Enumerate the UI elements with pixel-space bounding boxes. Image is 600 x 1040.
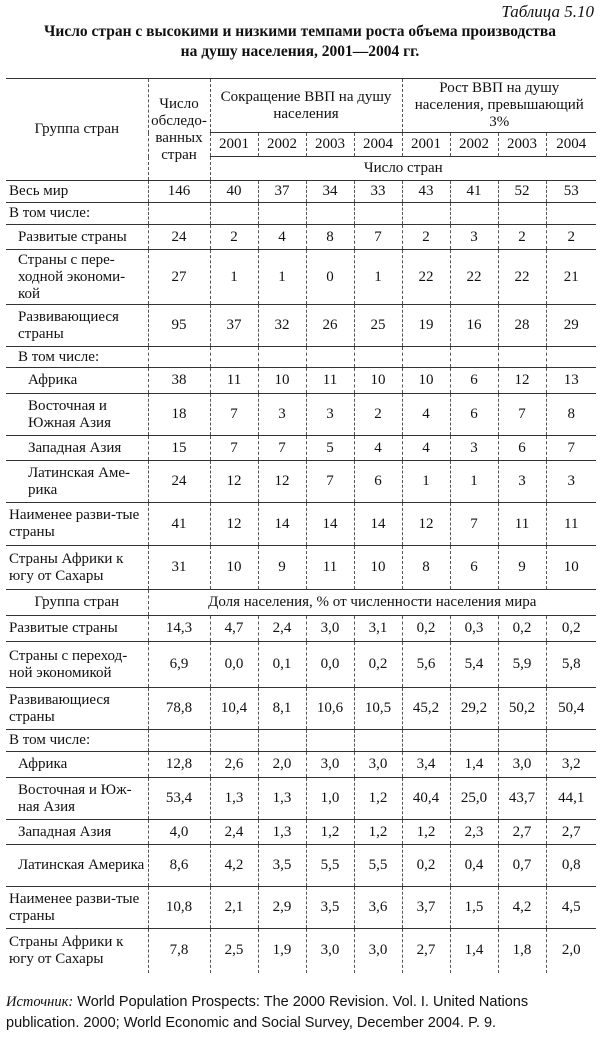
cell-value: 3,5 — [258, 845, 306, 887]
row-label: Страны с переход-ной экономикой — [6, 642, 148, 688]
cell-value: 0,4 — [450, 845, 498, 887]
cell-value: 3,7 — [402, 887, 450, 929]
cell-value: 14 — [354, 503, 402, 546]
cell-value: 0,0 — [210, 642, 258, 688]
row-label: Западная Азия — [6, 436, 148, 461]
cell-surveyed: 146 — [148, 181, 210, 203]
cell-value: 12 — [210, 503, 258, 546]
row-label: Развитые страны — [6, 616, 148, 642]
cell-value: 11 — [546, 503, 596, 546]
cell-value: 12 — [402, 503, 450, 546]
cell-value: 7 — [210, 394, 258, 436]
row-label: Африка — [6, 368, 148, 394]
cell-value: 3 — [450, 225, 498, 250]
cell-value: 33 — [354, 181, 402, 203]
table-title — [0, 22, 600, 62]
cell-value: 5 — [306, 436, 354, 461]
cell-value: 3,4 — [402, 752, 450, 778]
cell-value — [450, 347, 498, 368]
cell-value: 1,8 — [498, 929, 546, 973]
cell-value: 28 — [498, 305, 546, 347]
cell-value: 2,7 — [402, 929, 450, 973]
cell-surveyed: 14,3 — [148, 616, 210, 642]
table-row — [6, 250, 596, 305]
cell-value: 25,0 — [450, 778, 498, 820]
cell-value: 2 — [546, 225, 596, 250]
cell-value: 1,0 — [306, 778, 354, 820]
cell-value: 2,1 — [210, 887, 258, 929]
share-header-row — [6, 590, 596, 616]
cell-value: 2,7 — [498, 820, 546, 845]
year-header: 2003 — [306, 133, 354, 157]
cell-value — [354, 347, 402, 368]
cell-surveyed: 31 — [148, 546, 210, 590]
row-label: Латинская Америка — [6, 845, 148, 887]
cell-value — [210, 730, 258, 752]
cell-value: 3,0 — [354, 752, 402, 778]
title-line-2: на душу населения, 2001—2004 гг. — [180, 43, 420, 60]
cell-value: 3,0 — [306, 929, 354, 973]
cell-value: 1,2 — [402, 820, 450, 845]
cell-value: 7 — [354, 225, 402, 250]
cell-value: 3 — [450, 436, 498, 461]
cell-value: 6 — [450, 546, 498, 590]
cell-value: 4 — [402, 394, 450, 436]
cell-value — [498, 730, 546, 752]
cell-value: 3,0 — [306, 616, 354, 642]
cell-value — [210, 203, 258, 225]
cell-value: 10 — [546, 546, 596, 590]
cell-value: 2,3 — [450, 820, 498, 845]
cell-value: 11 — [306, 368, 354, 394]
row-label: Наименее разви-тые страны — [6, 503, 148, 546]
cell-value — [258, 730, 306, 752]
row-label: Весь мир — [6, 181, 148, 203]
cell-value: 0,2 — [402, 616, 450, 642]
cell-value: 3,0 — [306, 752, 354, 778]
cell-value: 0,2 — [498, 616, 546, 642]
data-table — [6, 78, 596, 973]
cell-value: 19 — [402, 305, 450, 347]
row-label: Развитые страны — [6, 225, 148, 250]
cell-value: 2,5 — [210, 929, 258, 973]
year-header: 2003 — [498, 133, 546, 157]
table-row — [6, 368, 596, 394]
cell-value: 1,3 — [210, 778, 258, 820]
cell-value: 34 — [306, 181, 354, 203]
cell-value: 5,4 — [450, 642, 498, 688]
cell-value: 10 — [354, 546, 402, 590]
cell-value: 5,8 — [546, 642, 596, 688]
cell-value: 2 — [210, 225, 258, 250]
table-row — [6, 929, 596, 973]
cell-value: 22 — [498, 250, 546, 305]
cell-value: 7 — [546, 436, 596, 461]
cell-value: 0,8 — [546, 845, 596, 887]
table-row — [6, 778, 596, 820]
cell-value: 0,2 — [546, 616, 596, 642]
cell-surveyed: 10,8 — [148, 887, 210, 929]
cell-value: 25 — [354, 305, 402, 347]
table-row — [6, 845, 596, 887]
cell-value: 1 — [450, 461, 498, 503]
cell-value: 37 — [210, 305, 258, 347]
cell-value: 10,6 — [306, 688, 354, 730]
cell-value: 11 — [498, 503, 546, 546]
cell-value: 2,9 — [258, 887, 306, 929]
cell-value: 45,2 — [402, 688, 450, 730]
row-label: Восточная и Юж-ная Азия — [6, 778, 148, 820]
cell-value: 1,3 — [258, 778, 306, 820]
cell-value: 3,5 — [306, 887, 354, 929]
cell-value: 12 — [210, 461, 258, 503]
cell-value — [546, 203, 596, 225]
cell-value: 29 — [546, 305, 596, 347]
cell-surveyed: 24 — [148, 461, 210, 503]
cell-value: 14 — [258, 503, 306, 546]
header-decline: Сокращение ВВП на душу населения — [210, 79, 402, 133]
cell-value: 1 — [402, 461, 450, 503]
cell-value: 0,2 — [402, 845, 450, 887]
cell-value — [402, 203, 450, 225]
row-label: В том числе: — [6, 203, 148, 225]
cell-value: 1,2 — [354, 820, 402, 845]
cell-value: 2 — [354, 394, 402, 436]
cell-value: 8 — [306, 225, 354, 250]
cell-value: 37 — [258, 181, 306, 203]
cell-value: 21 — [546, 250, 596, 305]
cell-value — [498, 203, 546, 225]
cell-value: 43 — [402, 181, 450, 203]
year-header: 2004 — [546, 133, 596, 157]
table-row — [6, 347, 596, 368]
cell-value: 4,7 — [210, 616, 258, 642]
cell-value: 3 — [258, 394, 306, 436]
row-label: Страны Африки к югу от Сахары — [6, 929, 148, 973]
cell-value: 40,4 — [402, 778, 450, 820]
cell-value: 10 — [354, 368, 402, 394]
cell-value — [450, 730, 498, 752]
cell-value: 22 — [450, 250, 498, 305]
cell-value — [498, 347, 546, 368]
cell-value — [402, 347, 450, 368]
cell-surveyed: 95 — [148, 305, 210, 347]
cell-value: 8,1 — [258, 688, 306, 730]
source-note — [6, 992, 596, 1034]
count-unit-header: Число стран — [210, 157, 596, 181]
header-growth: Рост ВВП на душу населения, превышающий 3% — [402, 79, 596, 133]
cell-value: 3,0 — [498, 752, 546, 778]
cell-value: 10,4 — [210, 688, 258, 730]
cell-value: 10 — [402, 368, 450, 394]
cell-surveyed: 38 — [148, 368, 210, 394]
cell-value: 2,0 — [546, 929, 596, 973]
table-body — [6, 79, 596, 973]
cell-value: 8 — [402, 546, 450, 590]
year-header: 2002 — [258, 133, 306, 157]
header-surveyed: Число обследо-ванных стран — [148, 79, 210, 181]
cell-value: 14 — [306, 503, 354, 546]
cell-surveyed — [148, 730, 210, 752]
row-label: Западная Азия — [6, 820, 148, 845]
cell-value: 3,1 — [354, 616, 402, 642]
cell-value: 4,2 — [210, 845, 258, 887]
cell-value — [546, 347, 596, 368]
table-number: Таблица 5.10 — [501, 2, 594, 21]
cell-surveyed: 7,8 — [148, 929, 210, 973]
cell-value: 1,4 — [450, 752, 498, 778]
cell-value: 5,6 — [402, 642, 450, 688]
table-row — [6, 503, 596, 546]
row-label: Развивающиеся страны — [6, 688, 148, 730]
table-row — [6, 394, 596, 436]
cell-surveyed — [148, 203, 210, 225]
cell-value: 3 — [306, 394, 354, 436]
table-row — [6, 730, 596, 752]
cell-value: 2 — [498, 225, 546, 250]
cell-value: 10,5 — [354, 688, 402, 730]
source-label: Источник: — [6, 994, 74, 1010]
cell-value — [306, 347, 354, 368]
cell-value: 9 — [258, 546, 306, 590]
cell-value: 8 — [546, 394, 596, 436]
cell-surveyed: 6,9 — [148, 642, 210, 688]
cell-value: 2,0 — [258, 752, 306, 778]
cell-value: 16 — [450, 305, 498, 347]
cell-value: 1 — [354, 250, 402, 305]
cell-value: 7 — [258, 436, 306, 461]
cell-value: 7 — [210, 436, 258, 461]
year-header: 2002 — [450, 133, 498, 157]
cell-value: 22 — [402, 250, 450, 305]
source-text: World Population Prospects: The 2000 Revision. Vol. I. United Nations publication. 2000; World Economic and Social Survey, December 2004. P. 9. — [6, 994, 529, 1031]
cell-value: 2,7 — [546, 820, 596, 845]
table-row — [6, 616, 596, 642]
cell-value: 4 — [258, 225, 306, 250]
cell-value: 32 — [258, 305, 306, 347]
table-row — [6, 461, 596, 503]
cell-value: 7 — [306, 461, 354, 503]
cell-value: 6 — [354, 461, 402, 503]
cell-value: 4,2 — [498, 887, 546, 929]
cell-surveyed: 18 — [148, 394, 210, 436]
cell-value: 7 — [450, 503, 498, 546]
cell-value — [402, 730, 450, 752]
cell-surveyed: 8,6 — [148, 845, 210, 887]
cell-surveyed — [148, 347, 210, 368]
cell-value — [354, 203, 402, 225]
cell-value: 6 — [498, 436, 546, 461]
cell-value: 5,5 — [306, 845, 354, 887]
cell-surveyed: 78,8 — [148, 688, 210, 730]
cell-value — [450, 203, 498, 225]
cell-value: 1,3 — [258, 820, 306, 845]
row-label: Развивающиеся страны — [6, 305, 148, 347]
cell-value: 1,2 — [306, 820, 354, 845]
cell-surveyed: 53,4 — [148, 778, 210, 820]
cell-value — [354, 730, 402, 752]
cell-value — [210, 347, 258, 368]
cell-value: 12 — [258, 461, 306, 503]
cell-value: 1 — [210, 250, 258, 305]
cell-value: 1,9 — [258, 929, 306, 973]
cell-value: 53 — [546, 181, 596, 203]
cell-value: 5,9 — [498, 642, 546, 688]
cell-value: 3 — [498, 461, 546, 503]
cell-surveyed: 4,0 — [148, 820, 210, 845]
cell-value: 9 — [498, 546, 546, 590]
cell-value: 10 — [258, 368, 306, 394]
cell-value: 52 — [498, 181, 546, 203]
cell-value: 6 — [450, 368, 498, 394]
cell-value: 4,5 — [546, 887, 596, 929]
cell-value: 0,3 — [450, 616, 498, 642]
year-header: 2001 — [402, 133, 450, 157]
cell-value: 6 — [450, 394, 498, 436]
table-row — [6, 203, 596, 225]
cell-value: 2,4 — [210, 820, 258, 845]
cell-value: 1 — [258, 250, 306, 305]
cell-value: 2,6 — [210, 752, 258, 778]
share-header-group: Группа стран — [6, 590, 148, 616]
cell-value: 7 — [498, 394, 546, 436]
cell-value: 3,0 — [354, 929, 402, 973]
row-label: Страны с пере-ходной экономи-кой — [6, 250, 148, 305]
table-row — [6, 752, 596, 778]
table-row — [6, 546, 596, 590]
row-label: В том числе: — [6, 730, 148, 752]
cell-value: 0 — [306, 250, 354, 305]
cell-value — [258, 347, 306, 368]
table-row — [6, 642, 596, 688]
row-label: Африка — [6, 752, 148, 778]
table-row — [6, 181, 596, 203]
cell-value: 12 — [498, 368, 546, 394]
row-label: Наименее разви-тые страны — [6, 887, 148, 929]
cell-value: 1,2 — [354, 778, 402, 820]
cell-value: 29,2 — [450, 688, 498, 730]
cell-value: 26 — [306, 305, 354, 347]
table-row — [6, 820, 596, 845]
row-label: В том числе: — [6, 347, 148, 368]
title-line-1: Число стран с высокими и низкими темпами роста объема производства — [44, 23, 556, 40]
cell-value: 4 — [402, 436, 450, 461]
cell-value: 44,1 — [546, 778, 596, 820]
cell-value: 0,0 — [306, 642, 354, 688]
cell-surveyed: 27 — [148, 250, 210, 305]
year-header: 2001 — [210, 133, 258, 157]
row-label: Страны Африки к югу от Сахары — [6, 546, 148, 590]
cell-value — [258, 203, 306, 225]
cell-value: 4 — [354, 436, 402, 461]
table-row — [6, 688, 596, 730]
row-label: Восточная и Южная Азия — [6, 394, 148, 436]
cell-value: 50,4 — [546, 688, 596, 730]
header-group: Группа стран — [6, 79, 148, 181]
table-row — [6, 887, 596, 929]
cell-surveyed: 15 — [148, 436, 210, 461]
cell-value: 3,6 — [354, 887, 402, 929]
cell-value: 13 — [546, 368, 596, 394]
cell-value — [546, 730, 596, 752]
cell-value — [306, 203, 354, 225]
cell-value: 2 — [402, 225, 450, 250]
cell-value: 11 — [306, 546, 354, 590]
cell-value: 11 — [210, 368, 258, 394]
cell-value: 1,4 — [450, 929, 498, 973]
row-label: Латинская Аме-рика — [6, 461, 148, 503]
cell-surveyed: 24 — [148, 225, 210, 250]
cell-value: 5,5 — [354, 845, 402, 887]
cell-value: 0,2 — [354, 642, 402, 688]
cell-surveyed: 41 — [148, 503, 210, 546]
cell-value: 0,1 — [258, 642, 306, 688]
table-row — [6, 305, 596, 347]
cell-surveyed: 12,8 — [148, 752, 210, 778]
year-header: 2004 — [354, 133, 402, 157]
table-row — [6, 225, 596, 250]
cell-value: 2,4 — [258, 616, 306, 642]
cell-value: 3 — [546, 461, 596, 503]
cell-value: 1,5 — [450, 887, 498, 929]
cell-value: 10 — [210, 546, 258, 590]
cell-value: 50,2 — [498, 688, 546, 730]
share-header-unit: Доля населения, % от численности населения мира — [148, 590, 596, 616]
table-row — [6, 436, 596, 461]
cell-value: 3,2 — [546, 752, 596, 778]
cell-value: 40 — [210, 181, 258, 203]
cell-value: 0,7 — [498, 845, 546, 887]
cell-value: 43,7 — [498, 778, 546, 820]
cell-value — [306, 730, 354, 752]
cell-value: 41 — [450, 181, 498, 203]
